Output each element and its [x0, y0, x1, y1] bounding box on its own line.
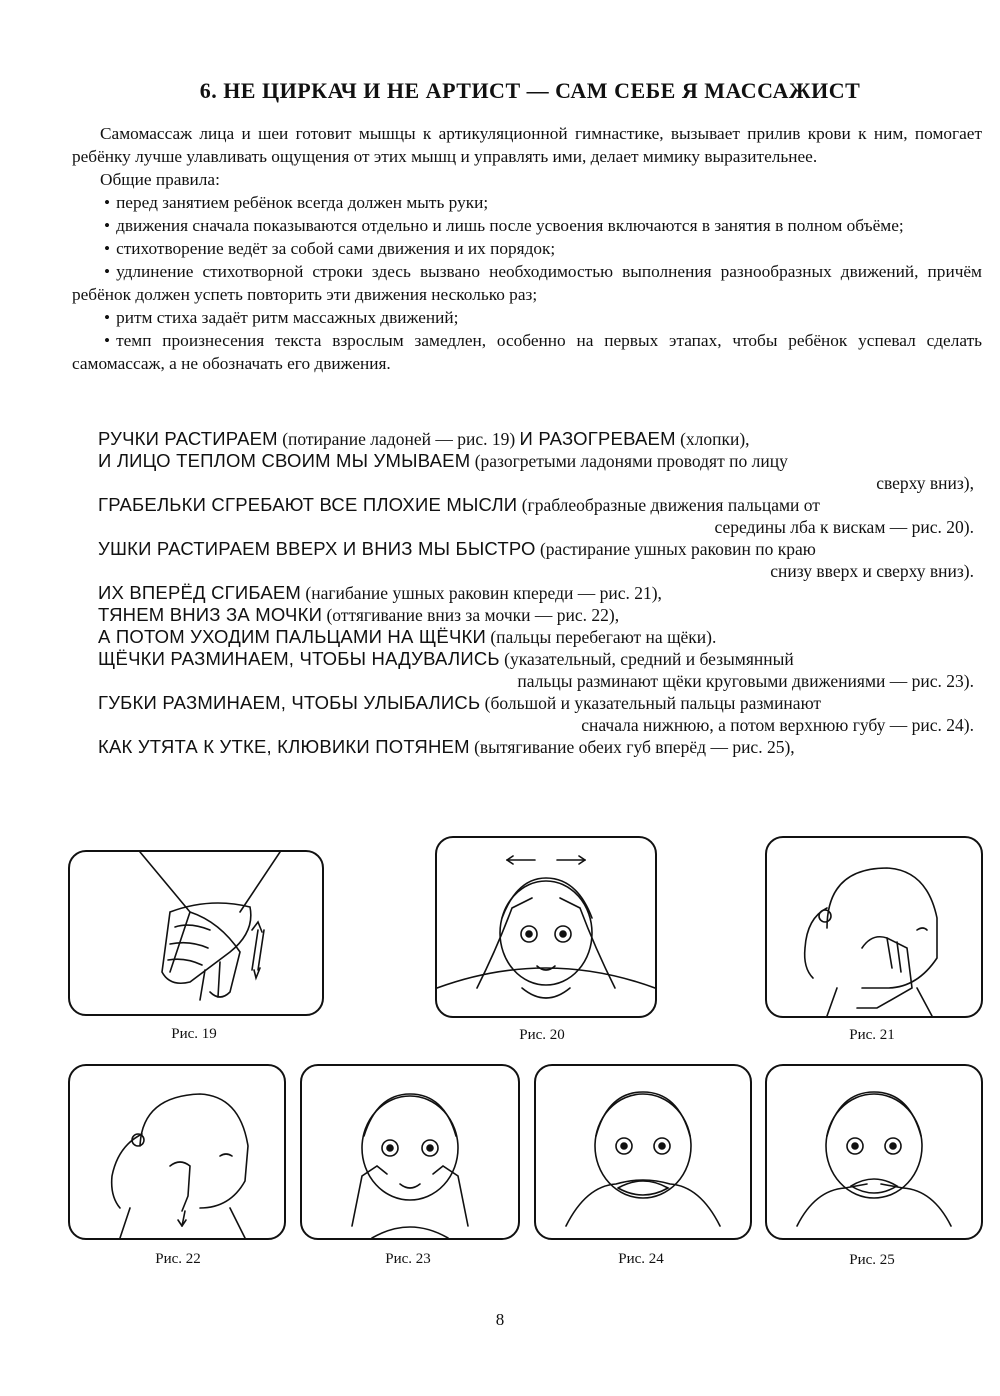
- child-face-illustration: [767, 1066, 981, 1238]
- rule-item: • стихотворение ведёт за собой сами движения и их порядок;: [104, 239, 556, 258]
- poem-line: ИХ ВПЕРЁД СГИБАЕМ (нагибание ушных раковин кпереди — рис. 21),: [98, 582, 662, 603]
- poem-line: ГУБКИ РАЗМИНАЕМ, ЧТОБЫ УЛЫБАЛИСЬ (большой и указательный пальцы разминают: [98, 692, 822, 713]
- poem-line: И ЛИЦО ТЕПЛОМ СВОИМ МЫ УМЫВАЕМ (разогретыми ладонями проводят по лицу: [98, 450, 788, 471]
- figure-19-rubbing-hands: [68, 850, 324, 1016]
- child-profile-illustration: [70, 1066, 284, 1238]
- rule-item: • удлинение стихотворной строки здесь вызвано необходимостью выполнения разнообразных движений, причём ребёнок должен успеть повторить эти движения несколько раз;: [72, 262, 982, 304]
- child-profile-illustration: [767, 838, 981, 1016]
- poem-line: УШКИ РАСТИРАЕМ ВВЕРХ И ВНИЗ МЫ БЫСТРО (растирание ушных раковин по краю: [98, 538, 816, 559]
- poem-line: ГРАБЕЛЬКИ СГРЕБАЮТ ВСЕ ПЛОХИЕ МЫСЛИ (граблеобразные движения пальцами от: [98, 494, 820, 515]
- figure-20-caption: Рис. 20: [519, 1027, 565, 1043]
- poem-line: КАК УТЯТА К УТКЕ, КЛЮВИКИ ПОТЯНЕМ (вытягивание обеих губ вперёд — рис. 25),: [98, 736, 795, 757]
- poem-line-continuation: сначала нижнюю, а потом верхнюю губу — рис. 24).: [581, 715, 974, 735]
- intro-paragraph: Самомассаж лица и шеи готовит мышцы к артикуляционной гимнастике, вызывает прилив крови к ним, помогает ребёнку лучше улавливать ощущения от этих мышц и управлять ими, делает мимику выразительнее.: [72, 124, 982, 166]
- poem-line-continuation: середины лба к вискам — рис. 20).: [714, 517, 974, 537]
- bullet-icon: •: [104, 308, 111, 327]
- child-face-illustration: [302, 1066, 518, 1238]
- figure-25-caption: Рис. 25: [849, 1252, 895, 1268]
- figure-19-caption: Рис. 19: [171, 1026, 217, 1042]
- hands-illustration: [70, 852, 322, 1014]
- page-number: 8: [495, 1310, 505, 1329]
- rule-item: • ритм стиха задаёт ритм массажных движений;: [104, 308, 459, 327]
- figure-22-earlobe-pull: [68, 1064, 286, 1240]
- rules-heading: Общие правила:: [100, 170, 220, 189]
- bullet-icon: •: [104, 193, 111, 212]
- rule-item: • темп произнесения текста взрослым замедлен, особенно на первых этапах, чтобы ребёнок успевал сделать самомассаж, а не обозначать его движения.: [72, 331, 982, 373]
- bullet-icon: •: [104, 216, 111, 235]
- figure-22-caption: Рис. 22: [155, 1251, 201, 1267]
- section-title: 6. НЕ ЦИРКАЧ И НЕ АРТИСТ — САМ СЕБЕ Я МАССАЖИСТ: [199, 78, 861, 103]
- figure-21-ear-bending: [765, 836, 983, 1018]
- figure-23-cheek-kneading: [300, 1064, 520, 1240]
- figure-24-lips-kneading: [534, 1064, 752, 1240]
- figure-24-caption: Рис. 24: [618, 1251, 664, 1267]
- figure-21-caption: Рис. 21: [849, 1027, 895, 1043]
- rule-item: • движения сначала показываются отдельно и лишь после усвоения включаются в занятия в полном объёме;: [104, 216, 904, 235]
- intro-text-block: [72, 122, 982, 375]
- child-face-illustration: [437, 838, 655, 1016]
- figure-25-lips-stretching: [765, 1064, 983, 1240]
- poem-line-continuation: сверху вниз),: [876, 473, 974, 493]
- poem-line: А ПОТОМ УХОДИМ ПАЛЬЦАМИ НА ЩЁЧКИ (пальцы перебегают на щёки).: [98, 626, 717, 647]
- figure-23-caption: Рис. 23: [385, 1251, 431, 1267]
- poem-line-continuation: пальцы разминают щёки круговыми движениями — рис. 23).: [517, 671, 974, 691]
- child-face-illustration: [536, 1066, 750, 1238]
- poem-line: РУЧКИ РАСТИРАЕМ (потирание ладоней — рис. 19) И РАЗОГРЕВАЕМ (хлопки),: [98, 428, 750, 449]
- bullet-icon: •: [104, 239, 111, 258]
- rule-item: • перед занятием ребёнок всегда должен мыть руки;: [104, 193, 489, 212]
- poem-line: ТЯНЕМ ВНИЗ ЗА МОЧКИ (оттягивание вниз за мочки — рис. 22),: [98, 604, 620, 625]
- massage-poem: [72, 428, 982, 758]
- bullet-icon: •: [104, 331, 111, 350]
- poem-line-continuation: снизу вверх и сверху вниз).: [770, 561, 974, 581]
- poem-line: ЩЁЧКИ РАЗМИНАЕМ, ЧТОБЫ НАДУВАЛИСЬ (указательный, средний и безымянный: [98, 648, 794, 669]
- figure-20-forehead-rake: [435, 836, 657, 1018]
- bullet-icon: •: [104, 262, 111, 281]
